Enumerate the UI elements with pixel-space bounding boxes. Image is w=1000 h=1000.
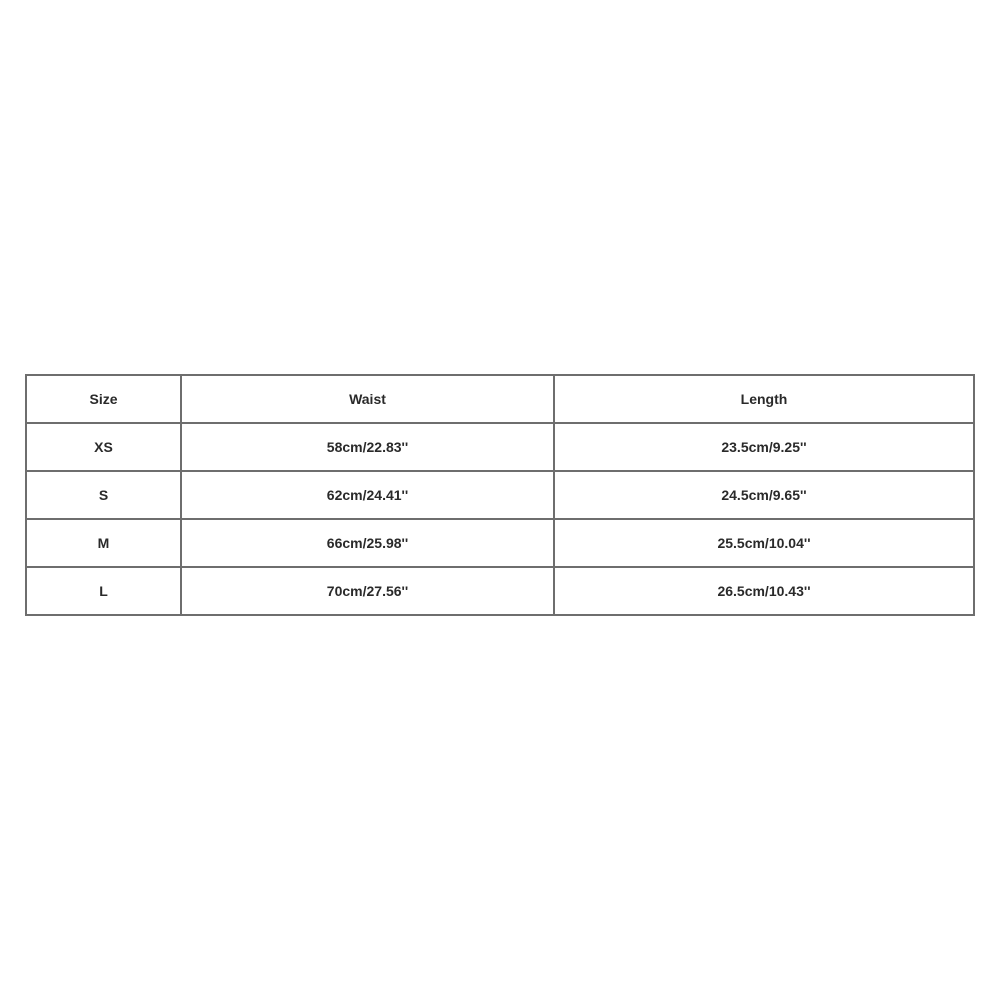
cell-length: 26.5cm/10.43'' [554,567,974,615]
cell-size: XS [26,423,181,471]
header-size: Size [26,375,181,423]
cell-size: S [26,471,181,519]
cell-waist: 66cm/25.98'' [181,519,554,567]
cell-length: 25.5cm/10.04'' [554,519,974,567]
table-row [26,519,974,567]
cell-waist: 62cm/24.41'' [181,471,554,519]
header-row [26,375,974,423]
table-row [26,423,974,471]
table-body [26,423,974,615]
size-chart-table [25,374,975,616]
header-length: Length [554,375,974,423]
header-waist: Waist [181,375,554,423]
cell-length: 23.5cm/9.25'' [554,423,974,471]
table-header [26,375,974,423]
cell-size: L [26,567,181,615]
table-row [26,471,974,519]
cell-waist: 70cm/27.56'' [181,567,554,615]
table-row [26,567,974,615]
cell-waist: 58cm/22.83'' [181,423,554,471]
cell-size: M [26,519,181,567]
cell-length: 24.5cm/9.65'' [554,471,974,519]
